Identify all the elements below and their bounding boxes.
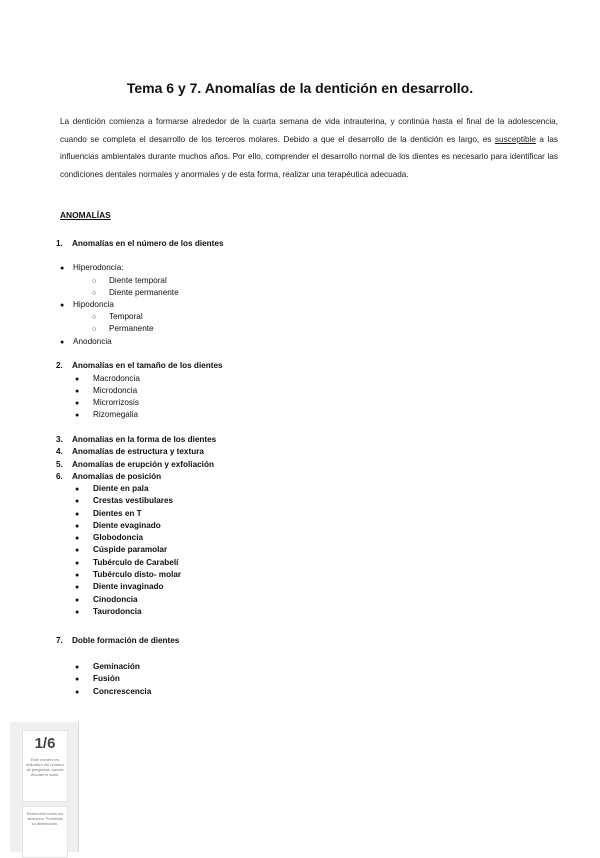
bullet-icon: ● bbox=[75, 689, 80, 696]
bullet-icon: ● bbox=[75, 523, 80, 530]
hollow-bullet-icon: ○ bbox=[92, 278, 97, 285]
list-item-numbered-5: 5. Anomalías de erupción y exfoliación bbox=[56, 460, 214, 469]
bullet-icon: ● bbox=[75, 388, 80, 395]
list-item: ● Fusión bbox=[75, 673, 120, 686]
list-item: ● Geminación bbox=[75, 661, 140, 674]
intro-text-1: La dentición comienza a formarse alrededor de la cuarta semana de vida intrauterina, y continúa hasta el final de la adolescencia, cuando se completa el desarrollo de los terceros molares. Debido a que el desarrollo de la dentición es largo, es bbox=[60, 117, 558, 144]
list-subitem: ○ Diente permanente bbox=[92, 287, 179, 300]
intro-underlined-word: susceptible bbox=[494, 134, 536, 144]
page-title: Tema 6 y 7. Anomalías de la dentición en desarrollo. bbox=[126, 80, 474, 96]
bullet-icon: ● bbox=[75, 412, 80, 419]
list-item: ● Concrescencia bbox=[75, 686, 151, 699]
list-item-numbered-3: 3. Anomalías en la forma de los dientes bbox=[56, 435, 217, 444]
bullet-icon: ● bbox=[75, 584, 80, 591]
page-thumbnail-strip[interactable] bbox=[10, 722, 79, 852]
bullet-icon: ● bbox=[60, 339, 65, 346]
list-subitem: ○ Temporal bbox=[92, 311, 143, 324]
bullet-icon: ● bbox=[75, 535, 80, 542]
bullet-icon: ● bbox=[75, 560, 80, 567]
bullet-icon: ● bbox=[75, 547, 80, 554]
list-item: ● Tubérculo disto- molar bbox=[75, 569, 181, 582]
list-item: ● Microdoncia bbox=[75, 385, 137, 398]
intro-text-2: a las influencias ambientales durante muchos años. Por ello, comprender el desarrollo normal de los dientes es necesario para identificar las condiciones dentales normales y anormales y de esta forma, realizar una terapéutica adecuada. bbox=[60, 134, 558, 179]
intro-paragraph bbox=[60, 113, 558, 183]
hollow-bullet-icon: ○ bbox=[92, 314, 97, 321]
bullet-icon: ● bbox=[75, 400, 80, 407]
list-item-numbered-6: 6. Anomalías de posición bbox=[56, 472, 162, 481]
bullet-icon: ● bbox=[60, 265, 65, 272]
list-item: ● Dientes en T bbox=[75, 508, 142, 521]
rights-note: Reservado todos los derechos. Prohibida su distribución. bbox=[26, 811, 64, 826]
bullet-icon: ● bbox=[75, 486, 80, 493]
bullet-icon: ● bbox=[75, 572, 80, 579]
list-item: ● Macrodoncia bbox=[75, 373, 140, 386]
list-item-hiperodoncia: ● Hiperodoncia: bbox=[60, 262, 124, 275]
list-item-numbered-7: 7. Doble formación de dientes bbox=[56, 636, 180, 645]
page-count-note: Este número es indicativo del número de preguntas, siendo Wuolah el autor. bbox=[26, 757, 64, 777]
list-subitem: ○ Permanente bbox=[92, 323, 154, 336]
bullet-icon: ● bbox=[75, 511, 80, 518]
bullet-icon: ● bbox=[75, 676, 80, 683]
list-item: ● Cúspide paramolar bbox=[75, 544, 167, 557]
page-count-card[interactable] bbox=[22, 730, 68, 802]
section-heading-anomalias: ANOMALÍAS bbox=[60, 210, 111, 220]
bullet-icon: ● bbox=[75, 376, 80, 383]
list-item-hipodoncia: ● Hipodoncia bbox=[60, 299, 114, 312]
list-item: ● Cinodoncia bbox=[75, 594, 138, 607]
list-item-numbered-4: 4. Anomalías de estructura y textura bbox=[56, 447, 204, 456]
bullet-icon: ● bbox=[75, 609, 80, 616]
list-item: ● Diente en pala bbox=[75, 483, 149, 496]
list-item: ● Taurodoncia bbox=[75, 606, 142, 619]
list-item: ● Globodoncia bbox=[75, 532, 143, 545]
list-subitem: ○ Diente temporal bbox=[92, 275, 167, 288]
hollow-bullet-icon: ○ bbox=[92, 290, 97, 297]
list-item: ● Rizomegalia bbox=[75, 409, 138, 422]
list-item: ● Crestas vestibulares bbox=[75, 495, 173, 508]
bullet-icon: ● bbox=[75, 498, 80, 505]
bullet-icon: ● bbox=[75, 664, 80, 671]
list-item: ● Tubérculo de Carabelí bbox=[75, 557, 178, 570]
page-count: 1/6 bbox=[34, 735, 56, 752]
list-item: ● Microrrizosis bbox=[75, 397, 139, 410]
hollow-bullet-icon: ○ bbox=[92, 326, 97, 333]
list-item: ● Diente evaginado bbox=[75, 520, 161, 533]
list-item-anodoncia: ● Anodoncia bbox=[60, 336, 112, 349]
list-item-numbered-2: 2. Anomalías en el tamaño de los dientes bbox=[56, 361, 223, 370]
bullet-icon: ● bbox=[75, 597, 80, 604]
rights-card bbox=[22, 806, 68, 858]
bullet-icon: ● bbox=[60, 302, 65, 309]
list-item-numbered-1: 1. Anomalías en el número de los dientes bbox=[56, 239, 224, 248]
list-item: ● Diente invaginado bbox=[75, 581, 164, 594]
